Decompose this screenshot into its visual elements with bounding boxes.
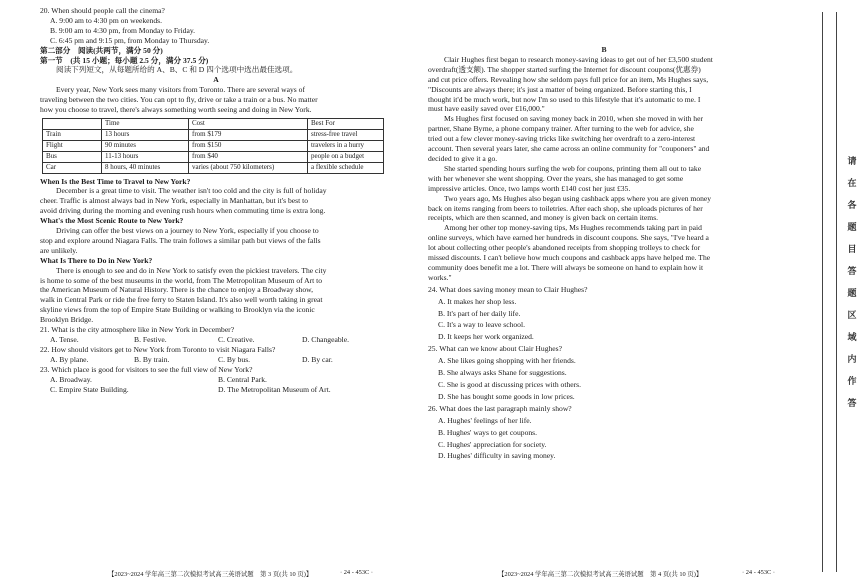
- option: A. Broadway.: [50, 374, 92, 384]
- passage-line: Ms Hughes first focused on saving money back in 2010, when she moved in with her: [444, 114, 703, 124]
- right-page: [428, 6, 780, 461]
- passage-line: online surveys, which have earned her hundreds in discount coupons. She says, "I've heard a: [428, 233, 709, 243]
- margin-divider: [822, 12, 823, 572]
- passage-line: Clair Hughes first began to research money-saving ideas to get out of her £3,500 student: [444, 54, 713, 64]
- passage-line: how you choose to travel, there's always something worth seeing and doing in New York.: [40, 105, 312, 115]
- passage-line: works.": [428, 272, 452, 282]
- table-header: Best For: [308, 118, 384, 129]
- option: B. 9:00 am to 4:30 pm, from Monday to Friday.: [50, 25, 196, 35]
- margin-char: 区: [847, 310, 857, 320]
- page-footer: 【2023~2024 学年高三第二次模拟考试高三英语试题 第 4 页(共 10 页)】: [498, 571, 703, 578]
- table-header: Cost: [189, 118, 308, 129]
- option: D. By car.: [302, 354, 333, 364]
- question-stem: 25. What can we know about Clair Hughes?: [428, 344, 562, 354]
- passage-line: Driving can offer the best views on a journey to New York, especially if you choose to: [56, 226, 319, 236]
- passage-line: Brooklyn Bridge.: [40, 315, 94, 325]
- option: C. Empire State Building.: [50, 384, 129, 394]
- passage-line: receipts, which are then scanned, and money is given back on certain items.: [428, 213, 659, 223]
- option: D. Hughes' difficulty in saving money.: [438, 451, 556, 461]
- option: A. It makes her shop less.: [438, 296, 517, 306]
- passage-line: decided to give it a go.: [428, 153, 498, 163]
- margin-char: 在: [847, 178, 857, 188]
- option-row: [40, 335, 392, 345]
- margin-char: 作: [847, 376, 857, 386]
- option: C. She is good at discussing prices with others.: [438, 380, 582, 389]
- option: A. She likes going shopping with her friends.: [438, 356, 576, 366]
- margin-char: 域: [847, 332, 857, 342]
- table-header: [43, 118, 102, 129]
- margin-divider: [836, 12, 837, 572]
- passage-line: the American Museum of Natural History. There is the chance to enjoy a Broadway show,: [40, 285, 314, 295]
- option: D. The Metropolitan Museum of Art.: [218, 384, 331, 394]
- option: C. Hughes' appreciation for society.: [438, 439, 547, 449]
- heading: When Is the Best Time to Travel to New York?: [40, 176, 191, 186]
- table-cell: stress-free travel: [308, 129, 384, 140]
- option: A. Tense.: [50, 335, 79, 344]
- passage-line: with her whenever she went shopping. Over the years, she has managed to get some: [428, 173, 684, 183]
- option: C. By bus.: [218, 354, 251, 364]
- option: B. Central Park.: [218, 374, 267, 384]
- table-cell: from $40: [189, 151, 308, 162]
- passage-line: cheer. Traffic is almost always bad in New York, especially in Manhattan, but it's best to: [40, 196, 309, 206]
- option: B. Festive.: [134, 335, 167, 344]
- passage-line: Two years ago, Ms Hughes also began using cashback apps where you are given money: [444, 193, 712, 203]
- option: B. Hughes' ways to get coupons.: [438, 427, 538, 437]
- margin-char: 题: [847, 222, 857, 232]
- question-stem: 24. What does saving money mean to Clair Hughes?: [428, 284, 588, 294]
- table-cell: people on a budget: [308, 151, 384, 162]
- table-cell: from $179: [189, 129, 308, 140]
- passage-label: B: [601, 45, 607, 54]
- passage-line: overdraft(透支额). The shopper started surfing the Internet for discount coupons(优惠券): [428, 64, 701, 74]
- passage-line: are unlikely.: [40, 245, 78, 255]
- option: A. By plane.: [50, 354, 89, 364]
- margin-char: 答: [847, 398, 857, 408]
- passage-line: community does benefit me a lot. There will always be someone on hand to explain how it: [428, 262, 704, 272]
- question-stem: 21. What is the city atmosphere like in New York in December?: [40, 325, 235, 335]
- table-cell: varies (about 750 kilometers): [189, 162, 308, 173]
- table-cell: travelers in a hurry: [308, 140, 384, 151]
- passage-line: traveling between the two cities. You can opt to fly, drive or take a train or a bus. No matter: [40, 95, 318, 105]
- option-row: [40, 385, 392, 395]
- page-footer: 【2023~2024 学年高三第二次模拟考试高三英语试题 第 3 页(共 10 页)】: [108, 571, 313, 578]
- table-row: [43, 129, 384, 140]
- margin-char: 答: [847, 266, 857, 276]
- passage-line: stop and explore around Niagara Falls. The train follows a similar path but views of the falls: [40, 235, 321, 245]
- option: A. Hughes' feelings of her life.: [438, 415, 532, 425]
- option: A. 9:00 am to 4:30 pm on weekends.: [50, 15, 162, 25]
- left-page: [40, 6, 392, 394]
- passage-line: December is a great time to visit. The weather isn't too cold and the city is full of holiday: [56, 186, 327, 196]
- table-header-row: [43, 118, 384, 129]
- option: B. It's part of her daily life.: [438, 308, 521, 318]
- table-row: [43, 140, 384, 151]
- passage-line: and cut price offers. Revealing how she seldom pays full price for an item, Ms Hughes says,: [428, 74, 709, 84]
- table-cell: Car: [43, 162, 102, 173]
- margin-char: 题: [847, 288, 857, 298]
- table-cell: 8 hours, 40 minutes: [102, 162, 189, 173]
- passage-line: She started spending hours surfing the web for coupons, printing them all out to take: [444, 163, 702, 173]
- table-cell: from $150: [189, 140, 308, 151]
- passage-line: Among her other top money-saving tips, Ms Hughes recommends taking part in paid: [444, 223, 702, 233]
- margin-char: 内: [847, 354, 857, 364]
- option: D. Changeable.: [302, 335, 350, 344]
- passage-label: A: [213, 75, 219, 85]
- table-cell: Train: [43, 129, 102, 140]
- table-row: [43, 162, 384, 173]
- heading: What's the Most Scenic Route to New York?: [40, 216, 184, 226]
- passage-line: avoid driving during the morning and evening rush hours when commuting time is extra long.: [40, 206, 326, 216]
- passage-line: Every year, New York sees many visitors from Toronto. There are several ways of: [56, 85, 305, 95]
- passage-line: account. Then several years later, she came across an online community for "couponers" and: [428, 144, 710, 154]
- table-row: [43, 151, 384, 162]
- margin-char: 各: [847, 200, 857, 210]
- margin-char: 请: [847, 156, 857, 166]
- option: C. Creative.: [218, 335, 255, 344]
- option: B. She always asks Shane for suggestions.: [438, 368, 567, 378]
- table-cell: 90 minutes: [102, 140, 189, 151]
- question-stem: 26. What does the last paragraph mainly show?: [428, 403, 572, 413]
- passage-line: thought it'd be much work, but now I'm so used to this lifestyle that it's automatic to me. I: [428, 94, 701, 104]
- option-row: [40, 375, 392, 385]
- table-cell: a flexible schedule: [308, 162, 384, 173]
- travel-table: [42, 118, 384, 174]
- passage-line: impressive articles. Once, two lamps worth £140 cost her just £35.: [428, 183, 631, 193]
- passage-line: back on items ranging from beers to toiletries. After each shop, she uploads pictures of her: [428, 203, 703, 213]
- question-stem: 22. How should visitors get to New York from Toronto to visit Niagara Falls?: [40, 344, 276, 354]
- passage-line: skyline views from the top of Empire State Building or walking to Brooklyn via the iconic: [40, 305, 315, 315]
- table-cell: 13 hours: [102, 129, 189, 140]
- passage-line: tried out a few clever money-saving tricks like switching her overdraft to a zero-interest: [428, 134, 696, 144]
- table-cell: Flight: [43, 140, 102, 151]
- question-stem: 20. When should people call the cinema?: [40, 6, 165, 15]
- passage-line: "Discounts are always there; it's just a matter of being organized. Before starting this, I: [428, 84, 692, 94]
- option: C. 6:45 pm and 9:15 pm, from Monday to Thursday.: [50, 35, 210, 45]
- table-cell: 11-13 hours: [102, 151, 189, 162]
- passage-line: partner, Shane Byrne, a phone company trainer. After turning to the web for advice, she: [428, 124, 694, 134]
- page-code: · 24 - 453C ·: [742, 569, 776, 576]
- passage-line: is home to some of the best museums in the world, from The Metropolitan Museum of Art to: [40, 275, 323, 285]
- margin-char: 目: [847, 244, 857, 254]
- passage-line: must have easily saved over £16,000.": [428, 104, 545, 114]
- passage-line: missed discounts. I can't believe how much coupons and cashback apps have helped me. The: [428, 253, 711, 263]
- passage-line: walk in Central Park or ride the free ferry to Staten Island. It's also well worth taking in great: [40, 295, 323, 305]
- heading: What Is There to Do in New York?: [40, 255, 153, 265]
- table-header: Time: [102, 118, 189, 129]
- instruction: 阅读下列短文，从每题所给的 A、B、C 和 D 四个选项中选出最佳选项。: [56, 65, 298, 75]
- option: D. She has bought some goods in low prices.: [438, 391, 575, 401]
- option: B. By train.: [134, 354, 170, 364]
- passage-line: lot about collecting other people's abandoned receipts from shopping trolleys to check for: [428, 243, 701, 253]
- option-row: [40, 355, 392, 365]
- section-title: 第二部分 阅读(共两节，满分 50 分): [40, 45, 163, 55]
- passage-line: There is enough to see and do in New York to satisfy even the pickiest travelers. The city: [56, 265, 327, 275]
- table-cell: Bus: [43, 151, 102, 162]
- question-stem: 23. Which place is good for visitors to see the full view of New York?: [40, 364, 253, 374]
- margin-notice: [845, 150, 859, 414]
- page-code: · 24 - 453C ·: [340, 569, 374, 576]
- option: D. It keeps her work organized.: [438, 332, 534, 342]
- option: C. It's a way to leave school.: [438, 320, 525, 330]
- subsection-title: 第一节 (共 15 小题；每小题 2.5 分，满分 37.5 分): [40, 55, 209, 65]
